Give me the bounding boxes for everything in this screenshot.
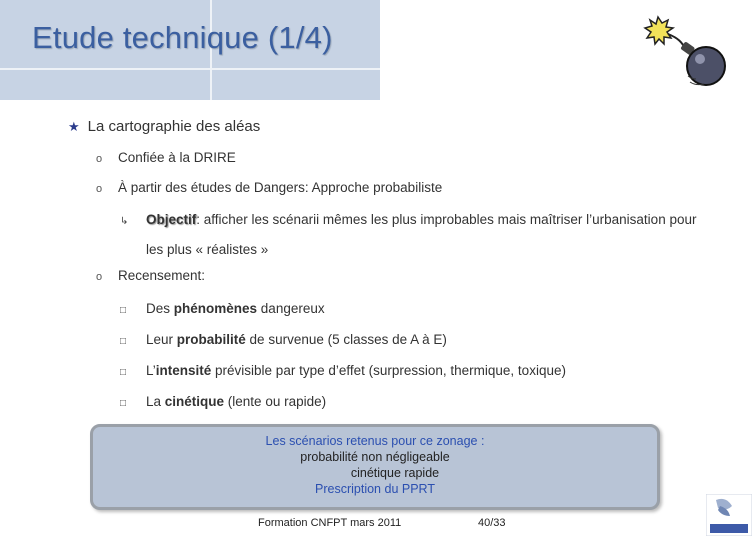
item-pre: Leur [146,332,177,347]
bullet-confiee-text: Confiée à la DRIRE [118,150,236,165]
item-bold: phénomènes [173,301,258,316]
star-bullet-icon: ★ [68,119,80,134]
callout-line2: probabilité non négligeable [300,450,450,464]
footer-label: Formation CNFPT mars 2011 [258,517,402,529]
bullet-recensement-text: Recensement: [118,268,206,283]
square-bullet-icon: □ [120,305,127,316]
item-post: prévisible par type d’effet (surpression, thermique, toxique) [211,363,566,378]
objectif-keyword: Objectif [146,212,197,227]
list-item [120,295,325,325]
item-pre: L’ [146,363,156,378]
square-bullet-icon: □ [120,336,127,347]
circle-bullet-icon: o [96,153,103,165]
square-bullet-icon: □ [120,367,127,378]
item-bold: probabilité [176,332,246,347]
list-item [120,326,447,356]
item-bold: intensité [155,363,212,378]
arrow-bullet-icon: ↳ [120,216,129,227]
item-post: dangereux [257,301,325,316]
bullet-objectif [120,206,720,264]
item-post: (lente ou rapide) [224,394,327,409]
page-title: Etude technique (1/4) [32,20,333,55]
item-pre: Des [146,301,174,316]
objectif-text-line1: : afficher les scénarii mêmes les plus improbables mais maîtriser l’urbanisation pour [196,212,697,227]
cnfpt-logo-icon [706,494,752,536]
circle-bullet-icon: o [96,183,103,195]
bullet-apartir-text: À partir des études de Dangers: Approche probabiliste [118,180,443,195]
item-post: de survenue (5 classes de A à E) [245,332,447,347]
bullet-confiee [96,150,236,165]
bullet-cartographie-text: La cartographie des aléas [87,118,261,135]
bomb-icon [642,12,732,90]
title-decor-hline [0,68,380,70]
callout-line1: Les scénarios retenus pour ce zonage : [265,434,485,448]
circle-bullet-icon: o [96,271,103,283]
list-item [120,357,566,387]
bullet-cartographie [68,118,260,135]
objectif-text-line2: les plus « réalistes » [146,242,269,257]
callout-line3: cinétique rapide [350,466,440,480]
callout-line4: Prescription du PPRT [315,482,435,496]
list-item [120,388,326,418]
bullet-recensement [96,268,205,283]
square-bullet-icon: □ [120,398,127,409]
item-bold: cinétique [164,394,225,409]
item-pre: La [146,394,165,409]
page-number: 40/33 [478,517,506,529]
bullet-apartir [96,180,442,195]
callout-box [90,424,660,510]
